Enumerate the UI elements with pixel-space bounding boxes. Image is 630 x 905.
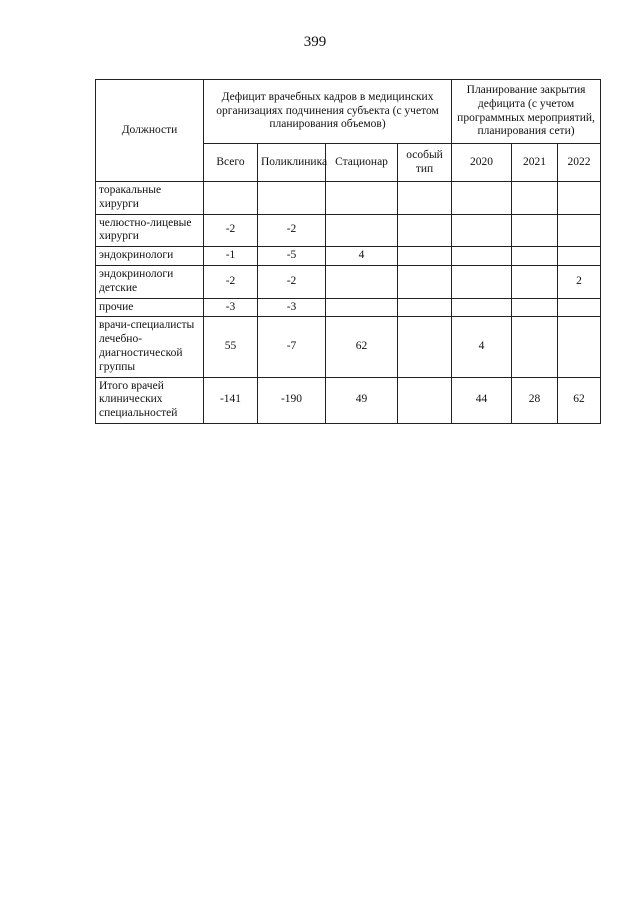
cell-2021 — [512, 317, 558, 377]
cell-hospital: 62 — [326, 317, 398, 377]
cell-2020 — [452, 298, 512, 317]
table-row — [96, 247, 601, 266]
deficit-table — [95, 79, 601, 424]
row-position: прочие — [96, 298, 204, 317]
cell-2022: 2 — [558, 265, 601, 298]
table-row — [96, 182, 601, 215]
cell-2021 — [512, 214, 558, 247]
cell-2020: 44 — [452, 377, 512, 423]
cell-total — [204, 182, 258, 215]
cell-2020 — [452, 247, 512, 266]
row-position: челюстно-лицевые хирурги — [96, 214, 204, 247]
cell-2022: 62 — [558, 377, 601, 423]
cell-2020 — [452, 214, 512, 247]
cell-2021 — [512, 298, 558, 317]
table-row — [96, 317, 601, 377]
cell-total: -141 — [204, 377, 258, 423]
cell-2020 — [452, 182, 512, 215]
cell-2021 — [512, 265, 558, 298]
col-header-special-type: особый тип — [398, 144, 452, 182]
cell-special-type — [398, 182, 452, 215]
cell-total: -2 — [204, 265, 258, 298]
row-position: Итого врачей клинических специальностей — [96, 377, 204, 423]
cell-special-type — [398, 298, 452, 317]
cell-2022 — [558, 182, 601, 215]
cell-2022 — [558, 317, 601, 377]
cell-2022 — [558, 247, 601, 266]
col-header-position: Должности — [96, 80, 204, 182]
row-position: торакальные хирурги — [96, 182, 204, 215]
col-header-total: Всего — [204, 144, 258, 182]
col-header-2021: 2021 — [512, 144, 558, 182]
row-position: эндокринологи детские — [96, 265, 204, 298]
cell-special-type — [398, 265, 452, 298]
col-header-polyclinic: Поликлиника — [258, 144, 326, 182]
cell-2021 — [512, 182, 558, 215]
row-position: врачи-специалисты лечебно-диагностической группы — [96, 317, 204, 377]
cell-polyclinic: -190 — [258, 377, 326, 423]
table-row — [96, 298, 601, 317]
col-header-2020: 2020 — [452, 144, 512, 182]
cell-total: -1 — [204, 247, 258, 266]
table-row-total — [96, 377, 601, 423]
cell-2020 — [452, 265, 512, 298]
group-header-planning: Планирование закрытия дефицита (с учетом программных мероприятий, планирования сети) — [452, 80, 601, 144]
cell-2022 — [558, 298, 601, 317]
cell-hospital — [326, 182, 398, 215]
col-header-hospital: Стационар — [326, 144, 398, 182]
table-row — [96, 214, 601, 247]
cell-polyclinic: -7 — [258, 317, 326, 377]
cell-total: -2 — [204, 214, 258, 247]
cell-hospital — [326, 214, 398, 247]
cell-2022 — [558, 214, 601, 247]
cell-special-type — [398, 214, 452, 247]
cell-total: -3 — [204, 298, 258, 317]
cell-special-type — [398, 317, 452, 377]
cell-polyclinic — [258, 182, 326, 215]
row-position: эндокринологи — [96, 247, 204, 266]
cell-special-type — [398, 377, 452, 423]
cell-2021 — [512, 247, 558, 266]
page-number: 399 — [303, 34, 327, 50]
cell-hospital — [326, 265, 398, 298]
header-group-row — [96, 80, 601, 144]
cell-polyclinic: -2 — [258, 265, 326, 298]
group-header-deficit: Дефицит врачебных кадров в медицинских организациях подчинения субъекта (с учетом планирования объемов) — [204, 80, 452, 144]
cell-hospital — [326, 298, 398, 317]
cell-special-type — [398, 247, 452, 266]
cell-total: 55 — [204, 317, 258, 377]
cell-hospital: 49 — [326, 377, 398, 423]
cell-polyclinic: -5 — [258, 247, 326, 266]
table-row — [96, 265, 601, 298]
cell-hospital: 4 — [326, 247, 398, 266]
cell-polyclinic: -3 — [258, 298, 326, 317]
cell-polyclinic: -2 — [258, 214, 326, 247]
cell-2021: 28 — [512, 377, 558, 423]
cell-2020: 4 — [452, 317, 512, 377]
col-header-2022: 2022 — [558, 144, 601, 182]
